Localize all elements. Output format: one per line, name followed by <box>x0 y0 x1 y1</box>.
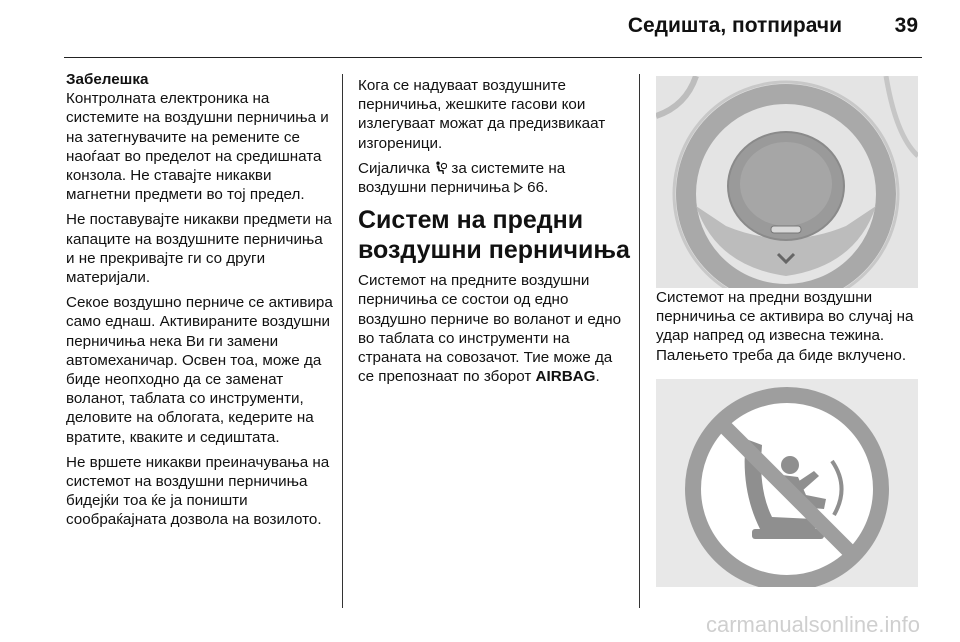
header-rule <box>64 57 922 58</box>
lamp-page-ref: 66. <box>527 179 549 197</box>
section-heading: Систем на предни воздушни перничиња <box>358 206 630 265</box>
page-number: 39 <box>894 14 918 37</box>
burn-warning-paragraph: Кога се надуваат воздушните перничиња, жешките гасови кои излегуваат можат да предизвикаат изгореници. <box>358 77 606 152</box>
system-description-paragraph <box>358 271 630 386</box>
system-description-text: Системот на предните воздушни перничиња се состои од едно воздушно перниче во воланот и едно во таблата со инструменти на страната на совозачот. Тие може да се препознаат по зборот <box>358 272 622 386</box>
note-paragraph-4: Не вршете никакви преиначувања на системот на воздушни перничиња бидејќи тоа ќе ја поништи сообраќајната дозвола на возилото. <box>66 453 330 529</box>
note-column <box>66 70 334 536</box>
lamp-text-before: Сијаличка <box>358 159 435 177</box>
note-paragraph-3: Секое воздушно перниче се активира само еднаш. Активираните воздушни перничиња нека Ви ги замени автомеханичар. Освен тоа, може да биде неопходно да се заменат воланот, таблата со инструменти, деловите на облогата, кедерите на вратите, кваките и седиштата. <box>66 294 333 446</box>
front-airbag-caption: Системот на предни воздушни перничиња се активира во случај на удар напред од извесна тежина. Палењето треба да биде вклучено. <box>656 289 914 364</box>
note-title: Забелешка <box>66 71 149 88</box>
column-divider-1 <box>342 74 343 608</box>
system-description-end: . <box>595 368 600 386</box>
steering-wheel-airbag-illustration <box>656 76 918 288</box>
right-column <box>656 70 924 587</box>
page-header-title: Седишта, потпирачи <box>627 14 842 37</box>
airbag-warning-icon <box>434 161 447 175</box>
airbag-lamp-paragraph <box>358 159 630 197</box>
no-child-seat-sign-illustration <box>656 379 918 587</box>
page-reference-icon <box>514 182 523 193</box>
column-divider-2 <box>639 74 640 608</box>
note-paragraph-1: Контролната електроника на системите на воздушни перничињa и на затегнувачите на ремените се наоѓаат во пределот на средишната конзола. Не ставајте никакви магнетни предмети во тој предел. <box>66 90 329 204</box>
lamp-text-after: за системите на воздушни перничиња <box>358 159 566 197</box>
site-watermark: carmanualsonline.info <box>705 612 920 637</box>
middle-column <box>358 76 630 392</box>
airbag-keyword: AIRBAG <box>535 368 596 386</box>
note-paragraph-2: Не поставувајте никакви предмети на капаците на воздушните перничиња и не прекривајте ги со други материјали. <box>66 211 332 287</box>
